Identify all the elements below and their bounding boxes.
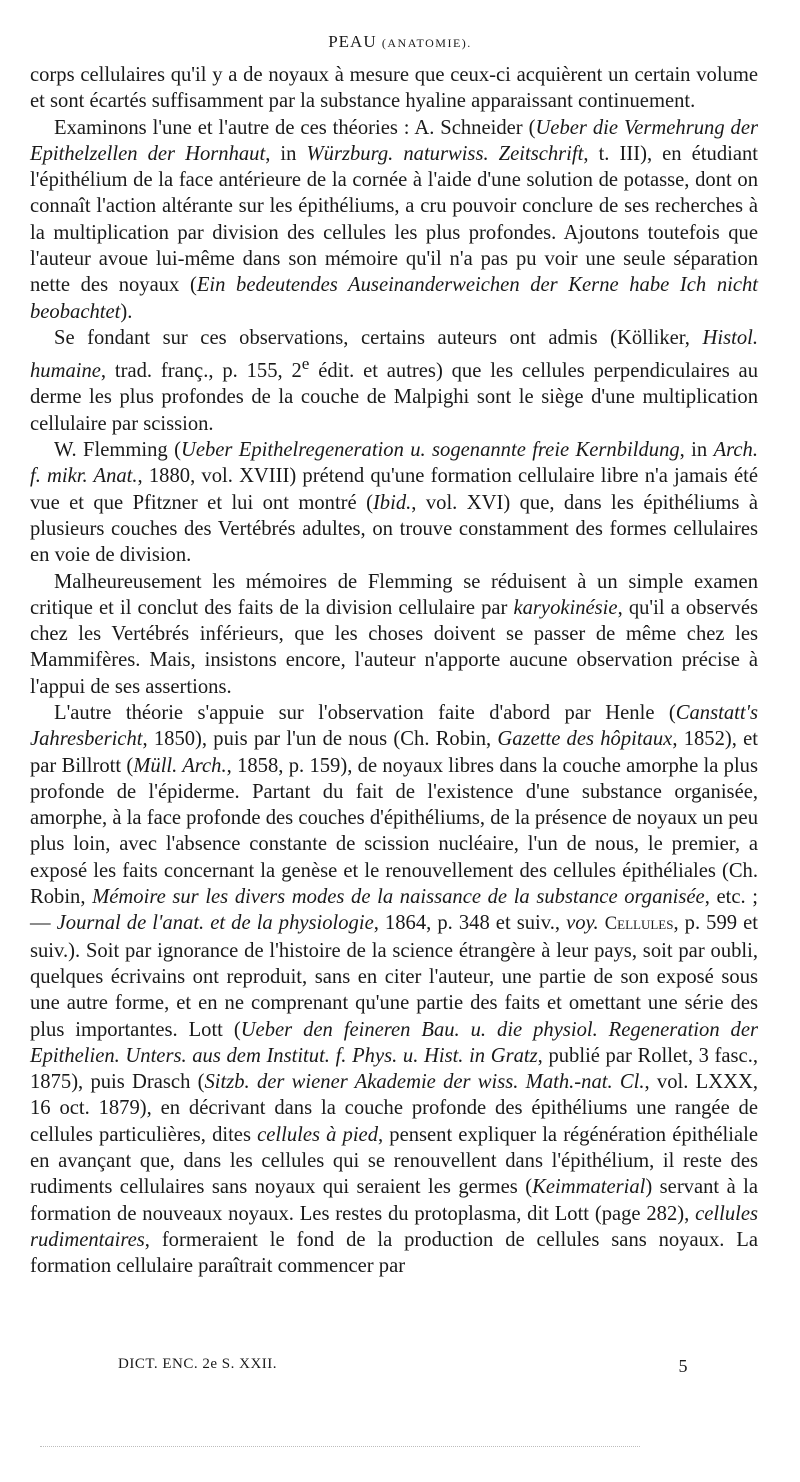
scan-artifact-line bbox=[40, 1446, 640, 1447]
body-text bbox=[30, 62, 758, 1280]
header-title: PEAU bbox=[328, 32, 377, 51]
page-number: 5 bbox=[678, 1356, 688, 1376]
paragraph-schneider: Examinons l'une et l'autre de ces théories : A. Schneider (Ueber die Vermehrung der Epithelzellen der Hornhaut, in Würzburg. naturwiss. Zeitschrift, t. III), en étudiant l'épithélium de la face antérieure de la cornée à l'aide d'une solution de potasse, dont on connaît l'action altérante sur les épithéliums, a cru pouvoir conclure de ses recherches à la multiplication par division des cellules les plus profondes. Ajoutons toutefois que l'auteur avoue lui-même dans son mémoire qu'il n'a pas pu voir une seule séparation nette des noyaux (Ein bedeutendes Auseinanderweichen der Kerne habe Ich nicht beobachtet). bbox=[30, 116, 759, 323]
paragraph-continuation: corps cellulaires qu'il y a de noyaux à mesure que ceux-ci acquièrent un certain volume et sont écartés suffisamment par la substance hyaline apparaissant continuement. bbox=[30, 64, 758, 113]
signature-mark: DICT. ENC. 2e S. XXII. bbox=[118, 1356, 278, 1372]
paragraph-autre-theorie: L'autre théorie s'appuie sur l'observation faite d'abord par Henle (Canstatt's Jahresbericht, 1850), puis par l'un de nous (Ch. Robin, Gazette des hôpitaux, 1852), et par Billrott (Müll. Arch., 1858, p. 159), de noyaux libres dans la couche amorphe la plus profonde de l'épiderme. Partant du fait de l'existence d'une substance organisée, amorphe, à la face profonde des couches d'épithéliums, de la présence de noyaux un peu plus loin, avec l'absence constante de scission nucléaire, l'un de nous, le premier, a exposé les faits concernant la genèse et le renouvellement des cellules épithéliales (Ch. Robin, Mémoire sur les divers modes de la naissance de la substance organisée, etc. ; — Journal de l'anat. et de la physiologie, 1864, p. 348 et suiv., voy. Cellules, p. 599 et suiv.). Soit par ignorance de l'histoire de la science étrangère à leur pays, soit par oubli, quelques écrivains ont reproduit, sans en citer l'auteur, une partie de son exposé sous une autre forme, et en ne comprenant qu'une partie des faits et omettant une série des plus importantes. Lott (Ueber den feineren Bau. u. die physiol. Regeneration der Epithelien. Unters. aus dem Institut. f. Phys. u. Hist. in Gratz, publié par Rollet, 3 fasc., 1875), puis Drasch (Sitzb. der wiener Akademie der wiss. Math.-nat. Cl., vol. LXXX, 16 oct. 1879), en décrivant dans la couche profonde des épithéliums une rangée de cellules particulières, dites cellules à pied, pensent expliquer la régénération épithéliale en avançant que, dans les cellules qui se renouvellent dans l'épithélium, il reste des rudiments cellulaires sans noyaux qui seraient les germes (Keimmaterial) servant à la formation de nouveaux noyaux. Les restes du protoplasma, dit Lott (page 282), cellules rudimentaires, formeraient le fond de la production de cellules sans noyaux. La formation cellulaire paraîtrait commencer par bbox=[30, 701, 759, 1278]
paragraph-malheureusement: Malheureusement les mémoires de Flemming se réduisent à un simple examen critique et il conclut des faits de la division cellulaire par karyokinésie, qu'il a observés chez les Vertébrés inférieurs, que les choses doivent se passer de même chez les Mammifères. Mais, insistons encore, l'auteur n'apporte aucune observation précise à l'appui de ses assertions. bbox=[30, 570, 758, 698]
running-header bbox=[0, 32, 800, 52]
paragraph-kolliker: Se fondant sur ces observations, certains auteurs ont admis (Kölliker, Histol. humaine, trad. franç., p. 155, 2e édit. et autres) que les cellules perpendiculaires au derme les plus profondes de la couche de Malpighi sont le siège d'une multiplication cellulaire par scission. bbox=[30, 326, 758, 435]
header-subtitle: (ANATOMIE). bbox=[381, 36, 472, 50]
paragraph-flemming: W. Flemming (Ueber Epithelregeneration u. sogenannte freie Kernbildung, in Arch. f. mikr. Anat., 1880, vol. XVIII) prétend qu'une formation cellulaire libre n'a jamais été vue et que Pfitzner et lui ont montré (Ibid., vol. XVI) que, dans les épithéliums à plusieurs couches des Vertébrés adultes, on trouve constamment des formes cellulaires en voie de division. bbox=[30, 439, 759, 567]
